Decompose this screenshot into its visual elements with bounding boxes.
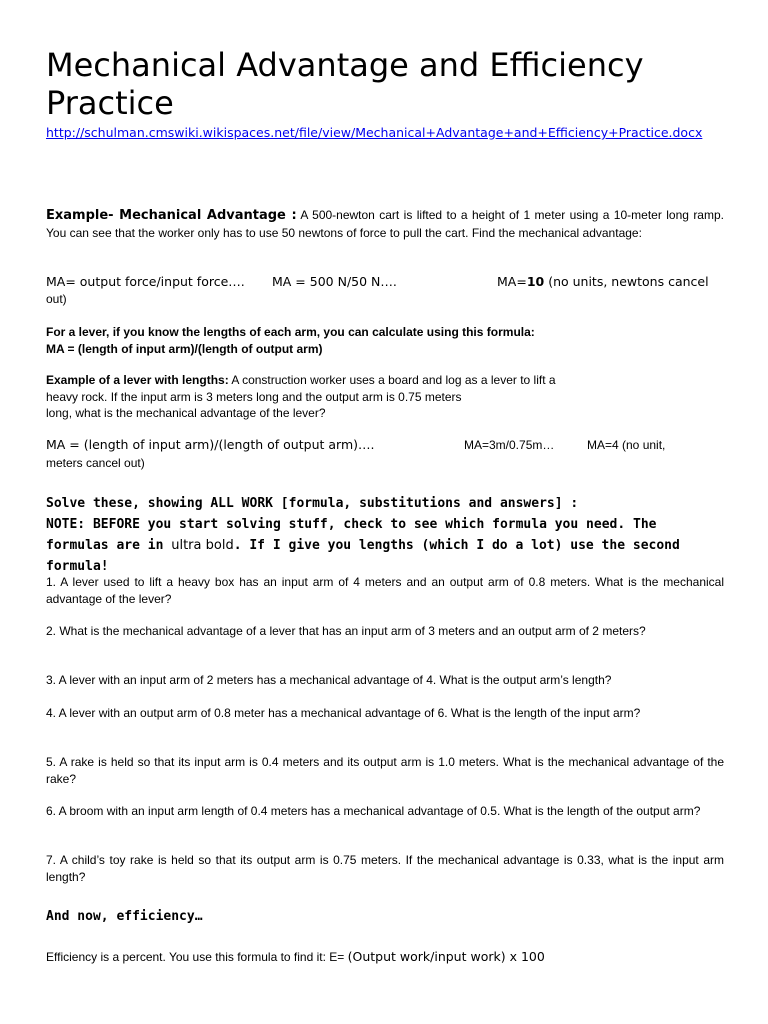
instructions-line-3: formulas are in ultra bold. If I give you lengths (which I do a lot) use the second formula! (46, 538, 680, 574)
lever-formula (46, 324, 724, 357)
question-7: 7. A child’s toy rake is held so that its output arm is 0.75 meters. If the mechanical advantage is 0.33, what is the input arm length? (46, 853, 724, 884)
example-ma-heading: Example- Mechanical Advantage : (46, 208, 297, 223)
lever-formula-text: MA = (length of input arm)/(length of output arm)…. (46, 437, 375, 452)
efficiency-text: Efficiency is a percent. You use this formula to find it: E= (Output work/input work) x 100 (46, 949, 545, 964)
source-link[interactable]: http://schulman.cmswiki.wikispaces.net/file/view/Mechanical+Advantage+and+Efficiency+Practice.docx (46, 125, 703, 140)
instructions (46, 493, 724, 577)
question-2: 2. What is the mechanical advantage of a lever that has an input arm of 3 meters and an output arm of 2 meters? (46, 624, 646, 638)
lever-formula-intro: For a lever, if you know the lengths of each arm, you can calculate using this formula: (46, 325, 535, 339)
instructions-line-1: Solve these, showing ALL WORK [formula, substitutions and answers] : (46, 496, 579, 511)
lever-substitution-text: MA=3m/0.75m… (464, 438, 555, 452)
instructions-line-2: NOTE: BEFORE you start solving stuff, check to see which formula you need. The (46, 517, 657, 532)
lever-result-continuation: meters cancel out) (46, 456, 145, 470)
ma-substitution-text: MA = 500 N/50 N…. (272, 274, 397, 289)
ma-formula-text: MA= output force/input force…. (46, 274, 245, 289)
ma-result-continuation: out) (46, 292, 67, 306)
lever-result-text: MA=4 (no unit, (587, 438, 666, 452)
example-lever-heading: Example of a lever with lengths: (46, 373, 229, 387)
question-3: 3. A lever with an input arm of 2 meters has a mechanical advantage of 4. What is the output arm’s length? (46, 673, 612, 687)
question-1: 1. A lever used to lift a heavy box has an input arm of 4 meters and an output arm of 0.8 meters. What is the mechanical advantage of the lever? (46, 575, 724, 606)
example-ma-paragraph (46, 207, 724, 241)
question-4: 4. A lever with an output arm of 0.8 meter has a mechanical advantage of 6. What is the length of the input arm? (46, 706, 641, 720)
page-title: Mechanical Advantage and Efficiency Practice (46, 46, 644, 122)
example-lever-paragraph: Example of a lever with lengths: A construction worker uses a board and log as a lever to lift a heavy rock. If the input arm is 3 meters long and the output arm is 0.75 meters long, what is the mechanical advantage of the lever? (46, 373, 556, 420)
question-5: 5. A rake is held so that its input arm is 0.4 meters and its output arm is 1.0 meters. What is the mechanical advantage of the rake? (46, 755, 724, 786)
question-6: 6. A broom with an input arm length of 0.4 meters has a mechanical advantage of 0.5. What is the length of the output arm? (46, 804, 701, 818)
lever-formula-equation: MA = (length of input arm)/(length of output arm) (46, 341, 323, 356)
efficiency-heading: And now, efficiency… (46, 909, 203, 924)
ma-result-text: MA=10 (no units, newtons cancel (497, 274, 709, 289)
example-ma-text: A 500-newton cart is lifted to a height of 1 meter using a 10-meter long ramp. You can see that the worker only has to use 50 newtons of force to pull the cart. Find the mechanical advantage: (46, 208, 724, 240)
